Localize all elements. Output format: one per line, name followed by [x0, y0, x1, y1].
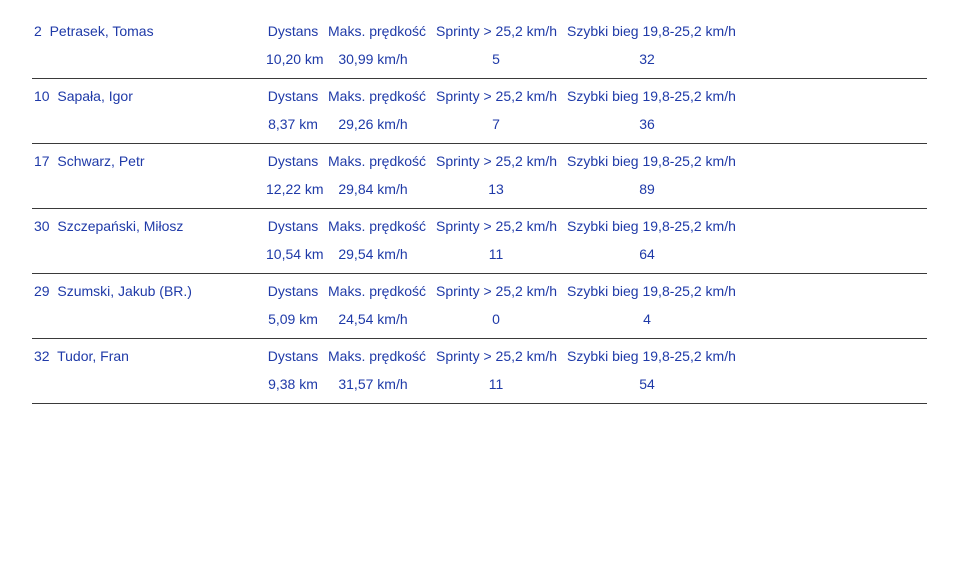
max-speed-label: Maks. prędkość [328, 153, 427, 169]
max-speed-label: Maks. prędkość [328, 283, 427, 299]
distance-label: Dystans [267, 283, 319, 299]
player-name: 30 Szczepański, Miłosz [34, 218, 184, 234]
max-speed-label: Maks. prędkość [328, 23, 427, 39]
max-speed-value: 24,54 km/h [338, 311, 408, 327]
max-speed-value: 29,54 km/h [338, 246, 408, 262]
sprints-label: Sprinty > 25,2 km/h [436, 218, 558, 234]
fast-runs-value: 32 [639, 51, 655, 67]
player-row [32, 79, 927, 144]
fast-runs-value: 64 [639, 246, 655, 262]
sprints-value: 7 [492, 116, 500, 132]
distance-label: Dystans [267, 348, 319, 364]
fast-runs-label: Szybki bieg 19,8-25,2 km/h [567, 348, 736, 364]
max-speed-label: Maks. prędkość [328, 348, 427, 364]
sprints-value: 0 [492, 311, 500, 327]
fast-runs-value: 54 [639, 376, 655, 392]
max-speed-value: 29,26 km/h [338, 116, 408, 132]
fast-runs-label: Szybki bieg 19,8-25,2 km/h [567, 218, 736, 234]
max-speed-value: 30,99 km/h [338, 51, 408, 67]
max-speed-label: Maks. prędkość [328, 218, 427, 234]
distance-label: Dystans [267, 218, 319, 234]
sprints-label: Sprinty > 25,2 km/h [436, 283, 558, 299]
sprints-label: Sprinty > 25,2 km/h [436, 88, 558, 104]
distance-label: Dystans [267, 23, 319, 39]
fast-runs-value: 36 [639, 116, 655, 132]
distance-label: Dystans [267, 88, 319, 104]
sprints-label: Sprinty > 25,2 km/h [436, 23, 558, 39]
max-speed-label: Maks. prędkość [328, 88, 427, 104]
fast-runs-value: 89 [639, 181, 655, 197]
sprints-value: 11 [488, 376, 504, 392]
player-row [32, 14, 927, 79]
player-name: 32 Tudor, Fran [34, 348, 129, 364]
sprints-label: Sprinty > 25,2 km/h [436, 153, 558, 169]
player-name: 10 Sapała, Igor [34, 88, 133, 104]
distance-value: 10,54 km [266, 246, 324, 262]
fast-runs-label: Szybki bieg 19,8-25,2 km/h [567, 283, 736, 299]
sprints-label: Sprinty > 25,2 km/h [436, 348, 558, 364]
player-row [32, 274, 927, 339]
player-name: 17 Schwarz, Petr [34, 153, 145, 169]
distance-label: Dystans [267, 153, 319, 169]
max-speed-value: 29,84 km/h [338, 181, 408, 197]
player-row [32, 339, 927, 404]
distance-value: 10,20 km [266, 51, 324, 67]
player-stats-list [32, 14, 927, 404]
distance-value: 8,37 km [268, 116, 318, 132]
distance-value: 5,09 km [268, 311, 318, 327]
fast-runs-label: Szybki bieg 19,8-25,2 km/h [567, 88, 736, 104]
player-name: 29 Szumski, Jakub (BR.) [34, 283, 192, 299]
sprints-value: 13 [488, 181, 504, 197]
fast-runs-value: 4 [643, 311, 651, 327]
distance-value: 9,38 km [268, 376, 318, 392]
fast-runs-label: Szybki bieg 19,8-25,2 km/h [567, 153, 736, 169]
player-row [32, 144, 927, 209]
player-row [32, 209, 927, 274]
player-name: 2 Petrasek, Tomas [34, 23, 154, 39]
fast-runs-label: Szybki bieg 19,8-25,2 km/h [567, 23, 736, 39]
max-speed-value: 31,57 km/h [338, 376, 408, 392]
sprints-value: 11 [488, 246, 504, 262]
distance-value: 12,22 km [266, 181, 324, 197]
sprints-value: 5 [492, 51, 500, 67]
